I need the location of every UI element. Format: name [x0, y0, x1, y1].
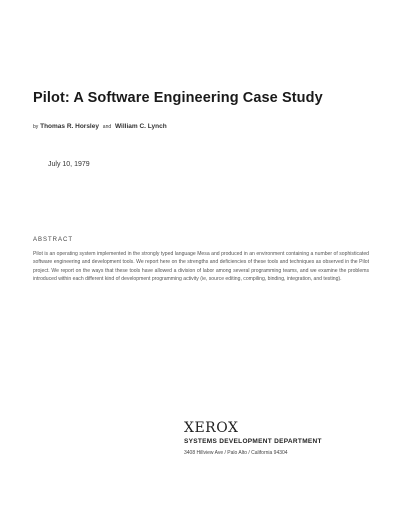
abstract-body: Pilot is an operating system implemented in the strongly typed language Mesa and produced in an environment containing a number of sophisticated software engineering and development tools. We report here on the strengths and deficiencies of these tools and techniques as observed in the Pilot project. We report on the ways that these tools have allowed a division of labor among several programming teams, and we examine the problems introduced within each different kind of development programming activity (ie, source editing, compiling, binding, integration, and testing). [33, 251, 369, 283]
abstract-heading: ABSTRACT [33, 237, 74, 243]
by-label: by [33, 124, 39, 130]
department-address: 3408 Hillview Ave / Palo Alto / California 94304 [184, 450, 288, 456]
and-label: and [102, 124, 112, 130]
author-line [33, 123, 167, 130]
xerox-logo: XEROX [184, 420, 239, 436]
author-name-1: Thomas R. Horsley [40, 123, 99, 130]
document-title: Pilot: A Software Engineering Case Study [33, 90, 323, 106]
author-name-2: William C. Lynch [114, 123, 167, 130]
department-name: SYSTEMS DEVELOPMENT DEPARTMENT [184, 438, 322, 445]
document-date: July 10, 1979 [48, 161, 90, 168]
